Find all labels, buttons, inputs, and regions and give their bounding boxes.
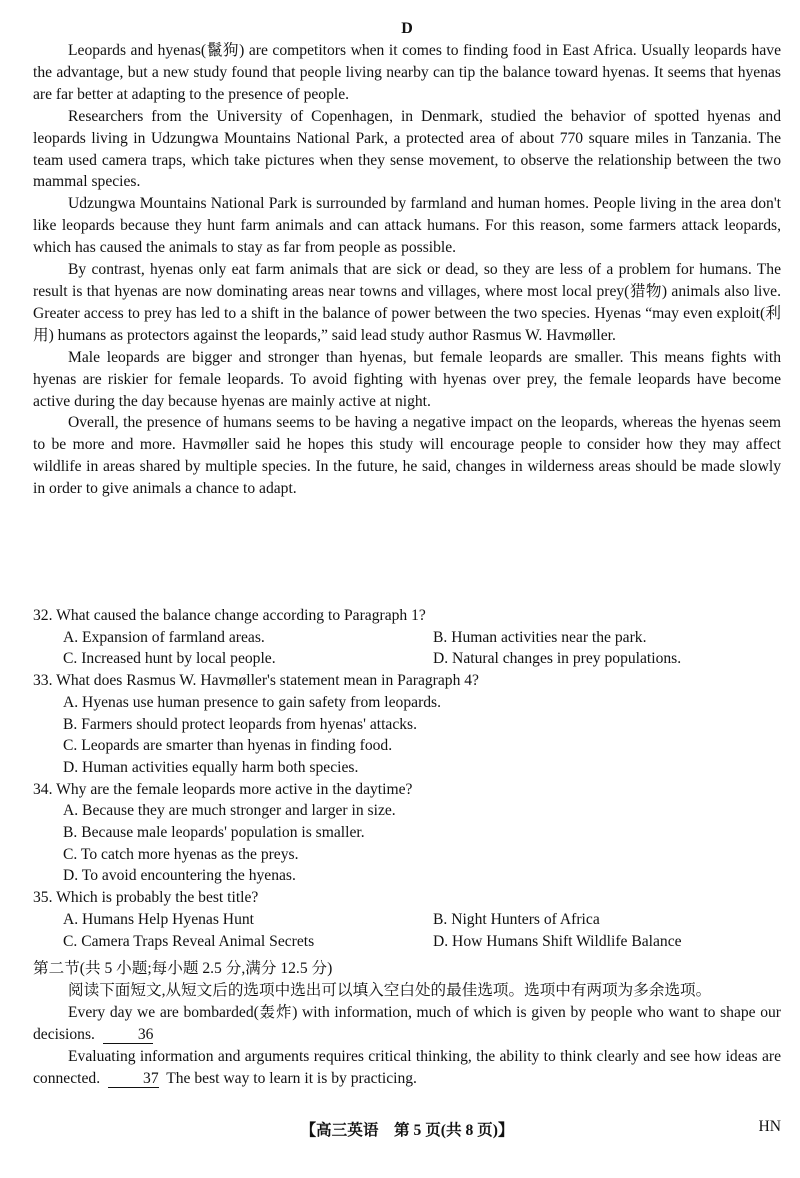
question-33 — [33, 670, 781, 779]
option-d: D. Human activities equally harm both species. — [63, 758, 359, 776]
question-stem: 34. Why are the female leopards more active in the daytime? — [33, 780, 413, 798]
option-a: A. Humans Help Hyenas Hunt — [63, 910, 254, 928]
option-c: C. Leopards are smarter than hyenas in finding food. — [63, 737, 393, 755]
section-label: D — [401, 20, 413, 37]
blank-36: 36 — [103, 1026, 154, 1044]
section-two-instruction: 阅读下面短文,从短文后的选项中选出可以填入空白处的最佳选项。选项中有两项为多余选项。 — [68, 982, 712, 999]
cloze-paragraph-2 — [33, 1046, 781, 1090]
option-a: A. Expansion of farmland areas. — [63, 628, 265, 646]
paragraph-4: By contrast, hyenas only eat farm animals that are sick or dead, so they are less of a problem for humans. The result is that hyenas are now dominating areas near towns and villages, where most local prey(猎物) animals also live. Greater access to prey has led to a shift in the balance of power between the two species. Hyenas “may even exploit(利用) humans as protectors against the leopards,” said lead study author Rasmus W. Havmøller. — [33, 261, 781, 344]
cloze-paragraph-1 — [33, 1002, 781, 1046]
option-b: B. Night Hunters of Africa — [433, 910, 600, 928]
question-list — [33, 605, 781, 952]
question-34 — [33, 779, 781, 888]
option-d: D. Natural changes in prey populations. — [433, 650, 682, 668]
blank-37: 37 — [108, 1070, 159, 1088]
paragraph-3: Udzungwa Mountains National Park is surrounded by farmland and human homes. People living in the area don't like leopards because they hunt farm animals and can attack humans. For this reason, some farmers attack leopards, which has caused the animals to stay as far from people as possible. — [33, 195, 781, 257]
region-code: HN — [758, 1118, 781, 1135]
section-two-heading: 第二节(共 5 小题;每小题 2.5 分,满分 12.5 分) — [33, 960, 333, 977]
option-d: D. How Humans Shift Wildlife Balance — [433, 932, 682, 950]
paragraph-6: Overall, the presence of humans seems to be having a negative impact on the leopards, whereas the hyenas seem to be more and more. Havmøller said he hopes this study will encourage people to consider how they may affect wildlife in areas shared by multiple species. In the future, he said, changes in wilderness areas should be made slowly in order to give animals a chance to adapt. — [33, 414, 781, 498]
options — [33, 909, 781, 952]
option-d: D. To avoid encountering the hyenas. — [63, 867, 296, 885]
paragraph-1: Leopards and hyenas(鬣狗) are competitors when it comes to finding food in East Africa. Usually leopards have the advantage, but a new study found that people living nearby can tip the balance toward hyenas. It seems that hyenas are far better at adapting to the presence of people. — [33, 42, 781, 103]
option-b: B. Because male leopards' population is smaller. — [63, 824, 365, 842]
reading-passage — [33, 40, 781, 500]
cloze-text-tail: The best way to learn it is by practicing. — [166, 1069, 417, 1087]
options — [33, 692, 781, 779]
paragraph-2: Researchers from the University of Copenhagen, in Denmark, studied the behavior of spotted hyenas and leopards living in Udzungwa Mountains National Park, a protected area of about 770 square miles in Tanzania. The team used camera traps, which take pictures when they sense movement, to observe the relationship between the two mammal species. — [33, 107, 781, 191]
page-footer — [33, 1118, 781, 1142]
option-a: A. Because they are much stronger and larger in size. — [63, 802, 396, 820]
option-c: C. Camera Traps Reveal Animal Secrets — [63, 932, 315, 950]
options — [33, 627, 781, 670]
option-c: C. To catch more hyenas as the preys. — [63, 845, 299, 863]
question-stem: 35. Which is probably the best title? — [33, 889, 259, 907]
paragraph-5: Male leopards are bigger and stronger than hyenas, but female leopards are smaller. This means fights with hyenas are riskier for female leopards. To avoid fighting with hyenas over prey, the female leopards have become active during the day because hyenas are mainly active at night. — [33, 348, 781, 410]
question-32 — [33, 605, 781, 670]
option-b: B. Human activities near the park. — [433, 628, 647, 646]
option-c: C. Increased hunt by local people. — [63, 650, 276, 668]
cloze-text: Evaluating information and arguments requires critical thinking, the ability to think clearly and see how ideas are connected. — [33, 1047, 781, 1087]
page-number-label: 【高三英语 第 5 页(共 8 页)】 — [300, 1122, 514, 1139]
question-35 — [33, 887, 781, 952]
options — [33, 800, 781, 887]
question-stem: 32. What caused the balance change according to Paragraph 1? — [33, 607, 426, 624]
option-b: B. Farmers should protect leopards from hyenas' attacks. — [63, 715, 418, 733]
cloze-text: Every day we are bombarded(轰炸) with information, much of which is given by people who want to shape our decisions. — [33, 1004, 781, 1043]
question-stem: 33. What does Rasmus W. Havmøller's statement mean in Paragraph 4? — [33, 672, 479, 690]
section-two — [33, 958, 781, 1090]
option-a: A. Hyenas use human presence to gain safety from leopards. — [63, 693, 442, 711]
